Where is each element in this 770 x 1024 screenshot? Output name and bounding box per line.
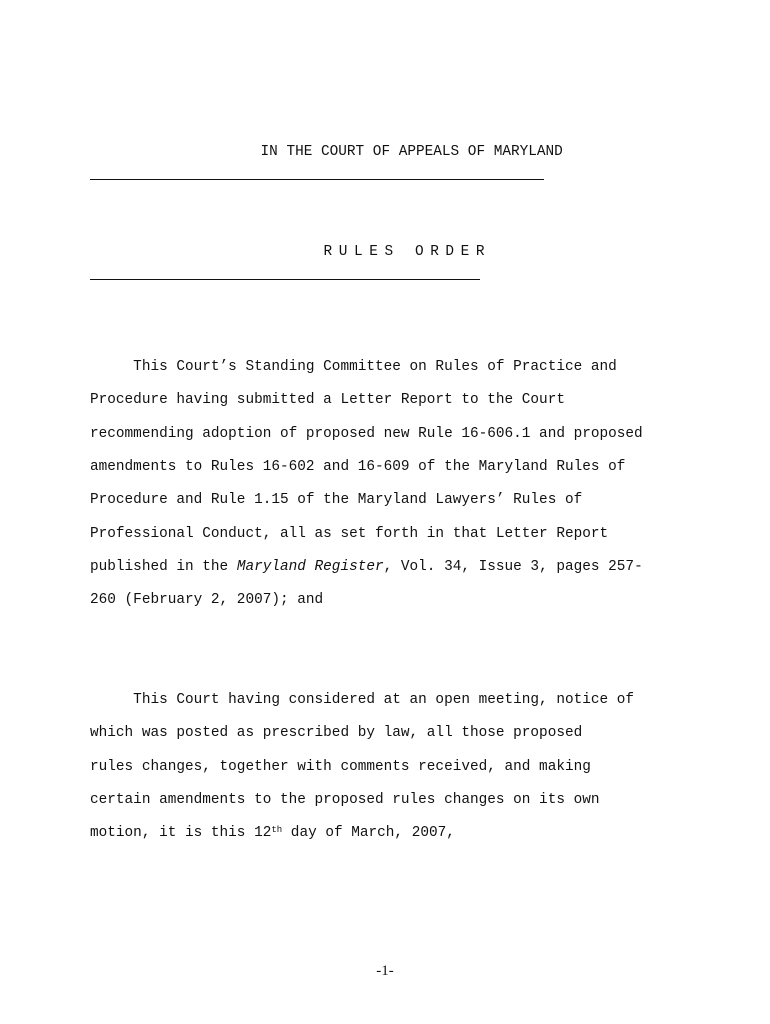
publication-title: Maryland Register	[236, 558, 384, 575]
order-heading-text: RULES ORDER	[323, 244, 492, 260]
line-suffix: , Vol. 34, Issue 3, pages 257-	[383, 558, 643, 575]
court-heading-text: IN THE COURT OF APPEALS OF MARYLAND	[260, 144, 563, 160]
paragraph-line: Procedure having submitted a Letter Report to the Court	[90, 392, 565, 409]
paragraph-line	[90, 558, 643, 576]
paragraph-line: rules changes, together with comments received, and making	[90, 758, 591, 775]
paragraph-line: certain amendments to the proposed rules changes on its own	[90, 791, 600, 808]
court-heading	[90, 125, 563, 180]
paragraph-line: amendments to Rules 16-602 and 16-609 of the Maryland Rules of	[90, 458, 626, 475]
paragraph-line: recommending adoption of proposed new Rule 16-606.1 and proposed	[90, 425, 643, 442]
ordinal-suffix: th	[271, 825, 283, 836]
paragraph-line: This Court’s Standing Committee on Rules of Practice and	[90, 359, 617, 375]
paragraph-line: Professional Conduct, all as set forth in that Letter Report	[90, 525, 609, 542]
page-number: -1-	[376, 963, 394, 979]
order-heading	[90, 225, 492, 280]
paragraph-line: 260 (February 2, 2007); and	[90, 592, 324, 609]
line-prefix: motion, it is this 12	[90, 825, 272, 842]
paragraph-line: which was posted as prescribed by law, all those proposed	[90, 725, 583, 742]
paragraph-line: Procedure and Rule 1.15 of the Maryland Lawyers’ Rules of	[90, 492, 583, 509]
line-prefix: published in the	[90, 558, 237, 575]
line-suffix: day of March, 2007,	[282, 825, 455, 842]
paragraph-line: This Court having considered at an open meeting, notice of	[90, 692, 635, 708]
paragraph-line	[90, 824, 455, 842]
